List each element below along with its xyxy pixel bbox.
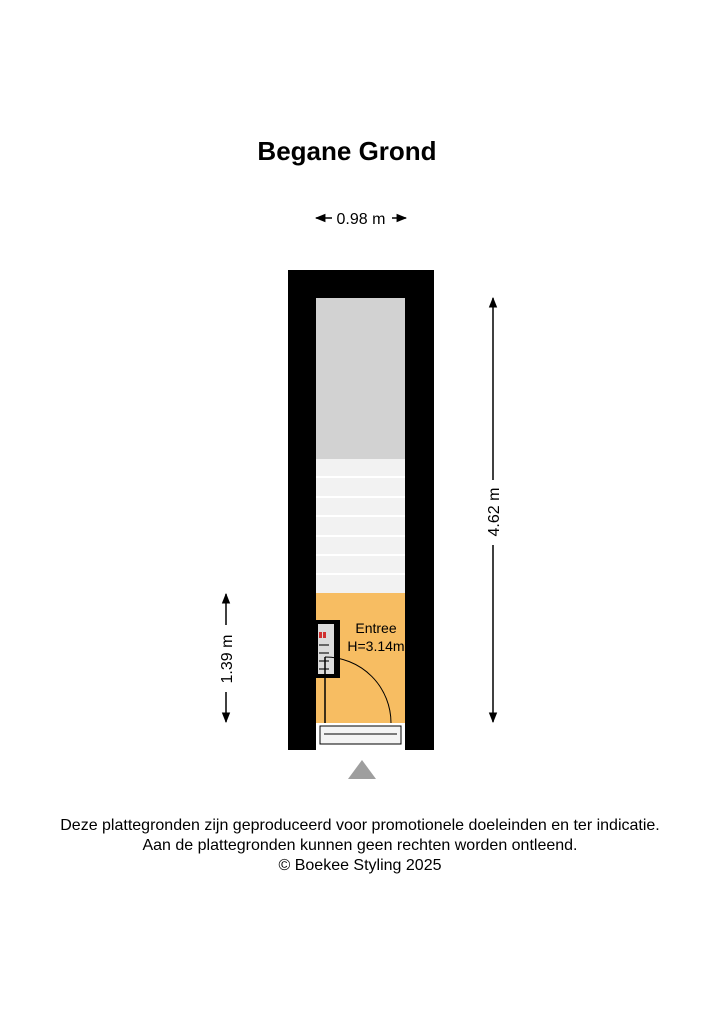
- disclaimer: [0, 816, 720, 876]
- floor-title: Begane Grond: [257, 136, 437, 166]
- width-dimension-label: 0.98 m: [336, 211, 386, 228]
- void-area: [316, 298, 405, 459]
- room-entree-height: H=3.14m: [347, 638, 405, 654]
- disclaimer-line-1: Deze plattegronden zijn geproduceerd voor promotionele doeleinden en ter indicatie.: [60, 817, 660, 834]
- disclaimer-line-2: Aan de plattegronden kunnen geen rechten worden ontleend.: [142, 837, 578, 854]
- room-entree-label: Entree: [355, 620, 397, 636]
- wall-left: [288, 270, 316, 750]
- meter-cupboard: [316, 620, 340, 678]
- width-dimension: [316, 211, 406, 228]
- entrance-marker-icon: [348, 760, 376, 779]
- threshold: [316, 723, 405, 750]
- wall-right: [405, 270, 434, 750]
- entree-height-dimension: [219, 594, 236, 722]
- total-height-label: 4.62 m: [486, 487, 503, 537]
- entree-height-label: 1.39 m: [219, 634, 236, 684]
- total-height-dimension: [486, 298, 503, 722]
- stairs: [316, 459, 405, 593]
- disclaimer-line-3: © Boekee Styling 2025: [278, 857, 442, 874]
